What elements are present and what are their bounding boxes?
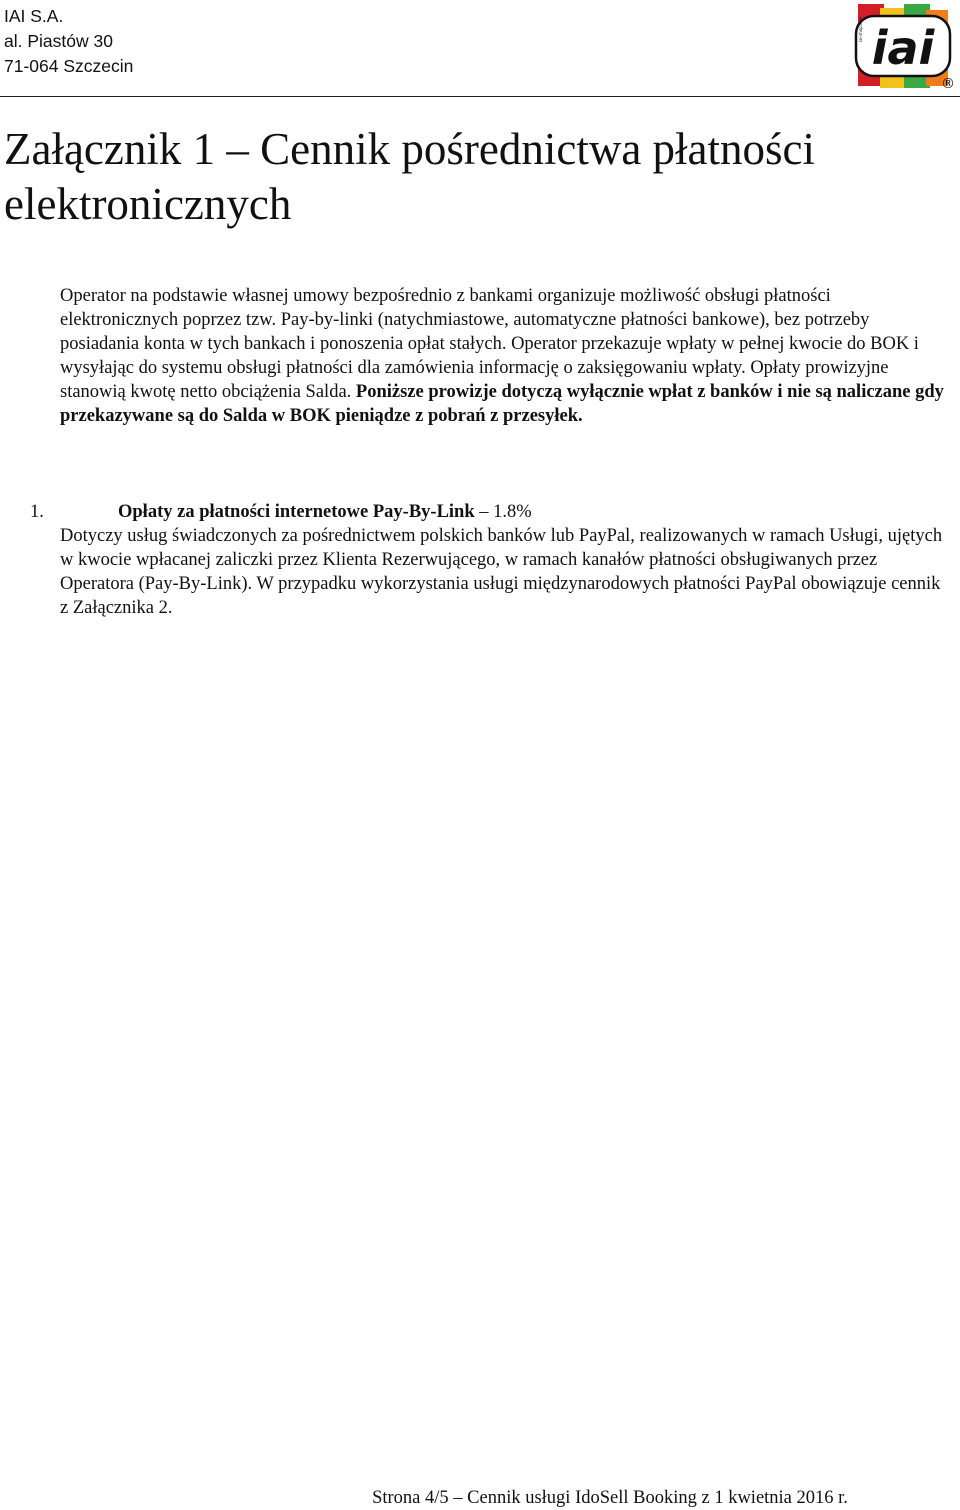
intro-paragraph xyxy=(60,284,950,428)
intro-bold-note: Poniższe prowizje dotyczą wyłącznie wpłat z banków i nie są naliczane gdy przekazywane są do Salda w BOK pieniądze z pobrań z przesyłek. xyxy=(60,382,944,426)
logo-registered: ® xyxy=(941,76,955,92)
section-body: Dotyczy usług świadczonych za pośrednictwem polskich banków lub PayPal, realizowanych w ramach Usługi, ujętych w kwocie wpłacanej zaliczki przez Klienta Rezerwującego, w ramach kanałów płatności obsługiwanych przez Operatora (Pay-By-Link). W przypadku wykorzystania usługi międzynarodowych płatności PayPal obowiązuje cennik z Załącznika 2. xyxy=(60,526,943,618)
iai-logo xyxy=(850,2,960,94)
company-street: al. Piastów 30 xyxy=(4,31,113,51)
section-heading-text: Opłaty za płatności internetowe Pay-By-Link xyxy=(118,502,475,522)
company-city: 71-064 Szczecin xyxy=(4,56,134,76)
header-divider xyxy=(0,96,960,97)
section-heading xyxy=(118,500,532,524)
logo-tiny-text: iai-shop.com xyxy=(858,16,863,42)
logo-text: iai xyxy=(871,21,935,75)
page-footer xyxy=(0,1486,960,1510)
footer-text: Strona 4/5 – Cennik usługi IdoSell Booking z 1 kwietnia 2016 r. xyxy=(372,1488,848,1508)
intro-text: Operator na podstawie własnej umowy bezpośrednio z bankami organizuje możliwość obsługi płatności elektronicznych poprzez tzw. Pay-by-linki (natychmiastowe, automatyczne płatności bankowe), bez potrzeby posiadania konta w tych bankach i ponoszenia opłat stałych. Operator przekazuje wpłaty w pełnej kwocie do BOK i wysyłając do systemu obsługi płatności dla zamówienia informację o zaksięgowaniu wpłaty. Opłaty prowizyjne stanowią kwotę netto obciążenia Salda. xyxy=(60,286,919,402)
company-name: IAI S.A. xyxy=(4,6,64,26)
section-rate: – 1.8% xyxy=(479,502,532,522)
company-address xyxy=(4,4,133,79)
page-title: Załącznik 1 – Cennik pośrednictwa płatności elektronicznych xyxy=(4,124,816,229)
section-number: 1. xyxy=(30,502,44,522)
